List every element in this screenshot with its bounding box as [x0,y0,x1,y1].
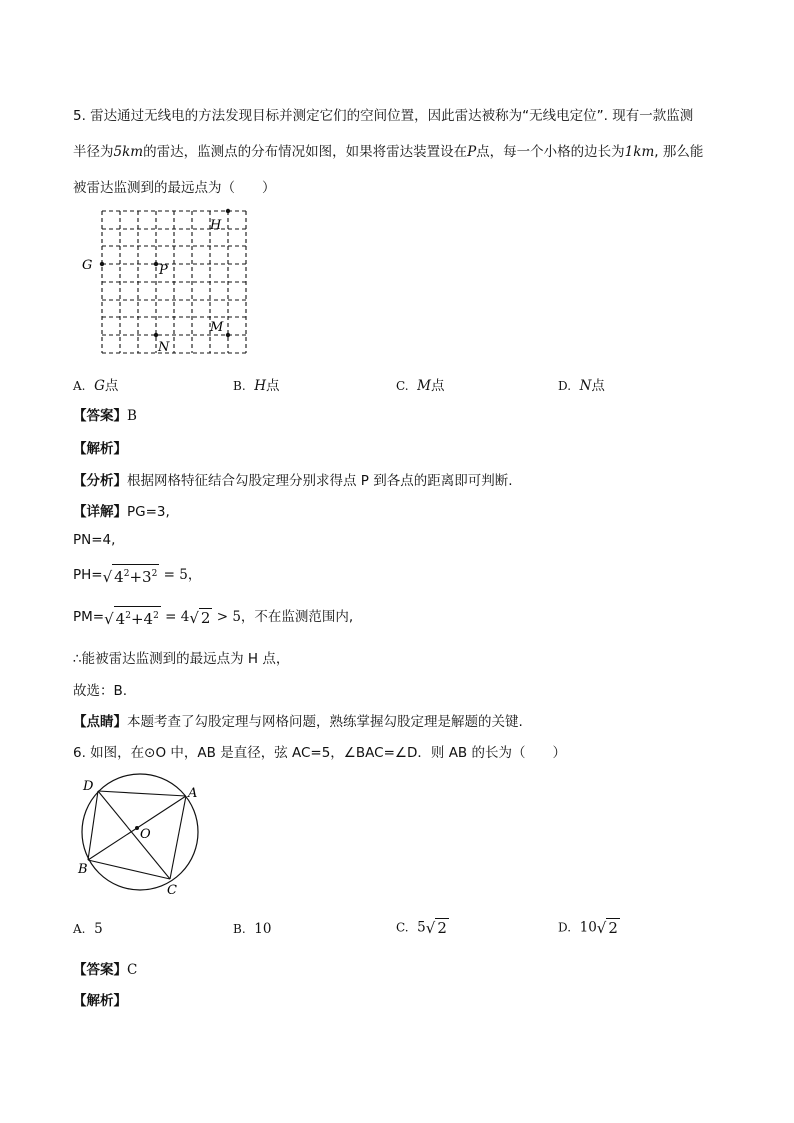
q5-pn: PN=4, [73,532,116,548]
q5-stem-line2 [73,140,703,160]
option-letter: D. [558,379,572,393]
option-letter: C. [396,379,409,393]
option-suffix: 点 [431,378,445,394]
q5-text: , 那么能 [654,144,704,160]
option-var: N [579,378,592,394]
chord-da [98,791,186,796]
label-p: P [159,263,168,278]
ph-sqrt: √ $4^2+3^2$ [103,564,160,586]
option-var: G [94,378,105,394]
label-d: D [83,779,94,794]
chord-bc [88,860,170,879]
q6-option-b[interactable] [233,921,271,937]
q5-ph [73,563,201,586]
fenxi-text: 根据网格特征结合勾股定理分别求得点 P 到各点的距离即可判断. [127,473,513,489]
radicand-a: 4 [115,610,126,628]
q5-option-b[interactable] [233,374,280,394]
ph-result: = 5 [163,567,188,583]
q5-radius: 5km [113,144,144,160]
q6-stem: 6. 如图，在⊙O 中，AB 是直径，弦 AC=5，∠BAC=∠D．则 AB 的长为（ ） [73,745,566,761]
q6-option-a[interactable] [73,921,103,937]
pm-sqrt: √ $4^2+4^2$ [104,606,161,628]
option-sqrt: √ 2 [596,919,618,937]
answer-tag: 【答案】 [73,962,127,978]
q5-fenxi [73,469,513,489]
analysis-tag: 【解析】 [73,441,127,457]
q6-answer [73,958,137,978]
label-h: H [210,218,222,233]
pm-result-b: > 5 [216,609,241,625]
q5-choose: 故选：B. [73,683,128,699]
point-h [226,209,230,213]
fenxi-tag: 【分析】 [73,473,127,489]
option-suffix: 点 [591,378,605,394]
label-n: N [158,340,170,355]
q5-grid-figure [80,200,260,365]
q5-text: 半径为 [73,144,114,160]
q5-text: 点，每一个小格的边长为 [476,144,625,160]
chord-ac [170,796,186,879]
q6-analysis-tag [73,989,127,1009]
q5-conclusion: ∴能被雷达监测到的最远点为 H 点， [73,651,290,667]
pm-end: ，不在监测范围内, [240,609,354,625]
q5-answer [73,404,137,424]
analysis-tag: 【解析】 [73,993,127,1009]
pm-result-a: = 4 [165,609,190,625]
answer-value: C [127,962,138,978]
q5-analysis-tag [73,437,127,457]
point-n [154,333,158,337]
center-o [135,826,139,830]
label-c: C [167,883,177,898]
q5-stem-line1: 5. 雷达通过无线电的方法发现目标并测定它们的空间位置，因此雷达被称为“无线电定位”. 现有一款监测 [73,108,694,124]
radicand-a: 4 [114,568,124,586]
chord-dc [98,791,170,879]
ph-end: ， [187,567,202,583]
q5-text: 的雷达，监测点的分布情况如图，如果将雷达装置设在 [143,144,468,160]
pm-prefix: PM= [73,609,105,625]
answer-value: B [127,408,137,424]
q5-cell-size: 1km [624,144,655,160]
comment-tag: 【点睛】 [73,714,127,730]
q5-comment [73,710,523,730]
label-g: G [82,258,93,273]
q5-pm [73,605,353,628]
option-letter: A. [73,922,86,936]
q5-point-p: P [467,144,477,160]
option-sqrt: √ 2 [425,919,447,937]
grid-lines [102,211,246,353]
radicand-b: 3 [142,568,152,586]
point-g [100,262,104,266]
answer-tag: 【答案】 [73,408,127,424]
pg-text: PG=3, [127,504,170,520]
option-var: M [417,378,431,394]
option-suffix: 点 [266,378,280,394]
option-suffix: 点 [104,378,119,394]
point-p [154,262,158,266]
option-var: H [254,378,267,394]
q6-circle-figure [74,775,214,900]
q5-option-a[interactable] [73,374,118,394]
q5-detail [73,500,170,520]
label-b: B [78,862,88,877]
q5-option-d[interactable] [558,374,605,394]
label-a: A [188,786,198,801]
ph-prefix: PH= [73,567,103,583]
pm-result-sqrt: √ 2 [189,608,211,627]
q5-stem-line3: 被雷达监测到的最远点为（ ） [73,180,276,196]
label-m: M [210,320,224,335]
comment-text: 本题考查了勾股定理与网格问题，熟练掌握勾股定理是解题的关键. [127,714,523,730]
chord-db [88,791,98,860]
option-letter: D. [558,920,572,935]
q5-option-c[interactable] [396,374,445,394]
option-value: 10 [254,921,272,937]
option-coef: 5 [417,919,426,936]
q6-option-c[interactable] [396,918,449,937]
q6-option-d[interactable] [558,918,620,937]
option-letter: C. [396,920,409,935]
option-letter: B. [233,922,246,936]
point-m [226,333,230,337]
option-value: 5 [94,921,103,937]
option-letter: B. [233,379,246,393]
option-letter: A. [73,379,86,393]
label-o: O [140,827,151,842]
option-coef: 10 [579,919,597,936]
detail-tag: 【详解】 [73,504,127,520]
radicand-b: 4 [143,610,154,628]
